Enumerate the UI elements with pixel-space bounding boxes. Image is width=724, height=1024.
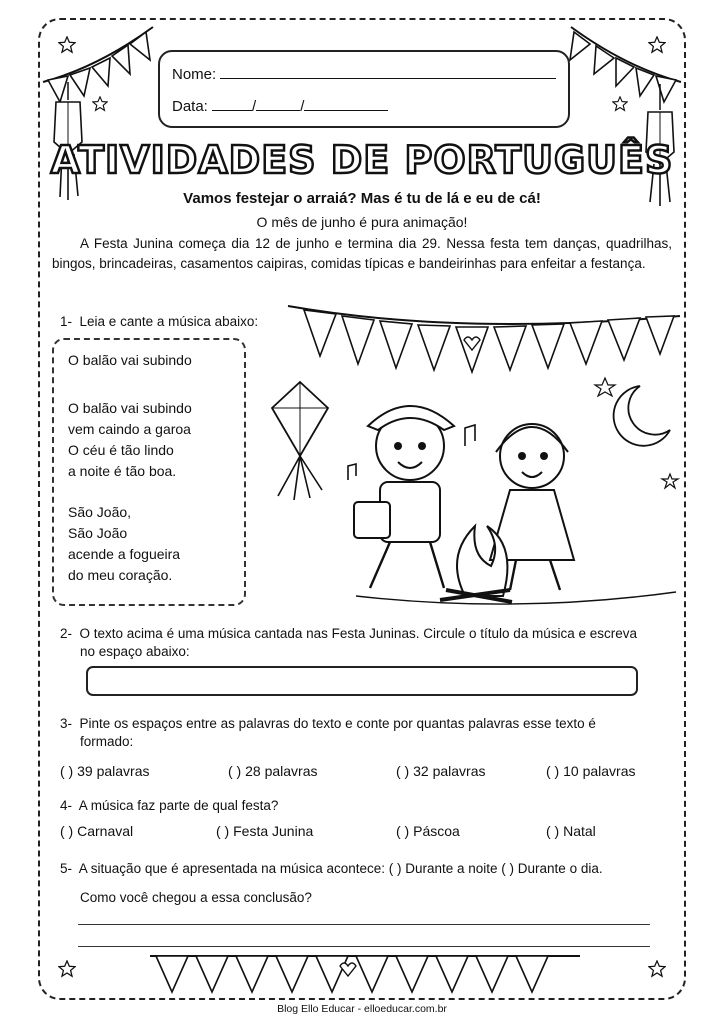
name-field[interactable]: [220, 64, 556, 79]
song-lyrics-box: [52, 338, 246, 606]
date-day-field[interactable]: [212, 96, 252, 111]
star-icon: [58, 960, 76, 978]
lyrics-line: do meu coração.: [68, 567, 173, 583]
q4-option-1[interactable]: ( ) Carnaval: [60, 823, 134, 839]
question-text: O texto acima é uma música cantada nas Festa Juninas. Circule o título da música e escreva: [79, 626, 638, 641]
intro-line: O mês de junho é pura animação!: [256, 214, 468, 230]
question-text: Leia e cante a música abaixo:: [79, 314, 259, 329]
question-1: [60, 314, 258, 329]
date-label: Data:: [172, 98, 208, 115]
question-number: 4-: [60, 798, 73, 813]
question-5: [60, 861, 603, 876]
lyrics-stanza-1: [68, 398, 192, 482]
question-number: 1-: [60, 314, 73, 329]
question-number: 5-: [60, 861, 73, 876]
question-text-continuation: no espaço abaixo:: [80, 644, 190, 659]
date-row: [172, 96, 388, 115]
star-icon: [648, 960, 666, 978]
name-label: Nome:: [172, 66, 217, 83]
footer-credit: Blog Ello Educar - elloeducar.com.br: [277, 1003, 447, 1015]
question-number: 3-: [60, 716, 73, 731]
star-icon: [612, 96, 628, 112]
song-title[interactable]: O balão vai subindo: [68, 352, 192, 368]
lyrics-line: São João,: [68, 504, 132, 520]
question-text: Pinte os espaços entre as palavras do texto e conte por quantas palavras esse texto é: [79, 716, 596, 731]
date-separator: /: [252, 98, 257, 115]
lyrics-line: acende a fogueira: [68, 546, 181, 562]
question-3: [60, 716, 596, 749]
q3-option-1[interactable]: ( ) 39 palavras: [60, 763, 150, 779]
song-title-answer-field[interactable]: [86, 666, 638, 696]
top-right-bunting-decoration: [556, 22, 686, 212]
subtitle: Vamos festejar o arraiá? Mas é tu de lá e eu de cá!: [183, 190, 541, 207]
question-number: 2-: [60, 626, 73, 641]
page-title: ATIVIDADES DE PORTUGUÊS: [50, 138, 674, 182]
lyrics-line: O balão vai subindo: [68, 400, 192, 416]
lyrics-line: vem caindo a garoa: [68, 421, 191, 437]
student-info-box: [158, 50, 570, 128]
lyrics-line: O céu é tão lindo: [68, 442, 174, 458]
date-separator: /: [300, 98, 305, 115]
date-year-field[interactable]: [304, 96, 388, 111]
name-row: [172, 64, 556, 83]
bottom-bunting-decoration: [150, 952, 580, 1000]
lyrics-stanza-2: [68, 502, 180, 586]
q4-option-3[interactable]: ( ) Páscoa: [396, 823, 460, 839]
q3-option-4[interactable]: ( ) 10 palavras: [546, 763, 636, 779]
question-4: [60, 798, 278, 813]
question-text: A música faz parte de qual festa?: [78, 798, 279, 813]
lyrics-line: São João: [68, 525, 128, 541]
star-icon: [58, 36, 76, 54]
star-icon: [92, 96, 108, 112]
q4-option-2[interactable]: ( ) Festa Junina: [216, 823, 314, 839]
answer-line[interactable]: [78, 946, 650, 947]
q3-option-2[interactable]: ( ) 28 palavras: [228, 763, 318, 779]
q3-option-3[interactable]: ( ) 32 palavras: [396, 763, 486, 779]
question-text[interactable]: A situação que é apresentada na música acontece: ( ) Durante a noite ( ) Durante o dia.: [78, 861, 603, 876]
star-icon: [648, 36, 666, 54]
festa-junina-illustration: [260, 296, 690, 616]
question-5-followup: Como você chegou a essa conclusão?: [80, 890, 312, 905]
date-month-field[interactable]: [256, 96, 300, 111]
answer-line[interactable]: [78, 924, 650, 925]
question-2: [60, 626, 637, 659]
intro-paragraph-text: A Festa Junina começa dia 12 de junho e termina dia 29. Nessa festa tem danças, quadrilhas, bingos, brincadeiras, casamentos caipiras, comidas típicas e bandeirinhas para enfeitar a festança.: [52, 236, 672, 271]
lyrics-line: a noite é tão boa.: [68, 463, 177, 479]
intro-paragraph: [52, 234, 672, 274]
q4-option-4[interactable]: ( ) Natal: [546, 823, 596, 839]
question-text-continuation: formado:: [80, 734, 134, 749]
